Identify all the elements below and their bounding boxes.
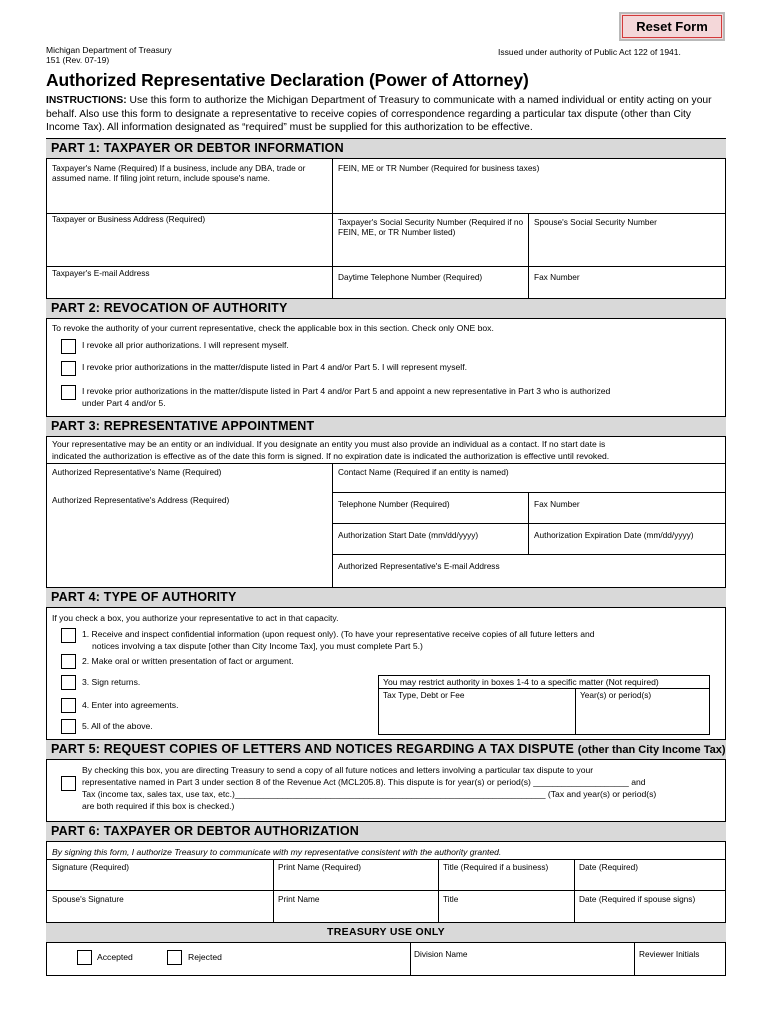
part1-heading: PART 1: TAXPAYER OR DEBTOR INFORMATION [46,138,726,159]
authority-3-checkbox[interactable] [61,675,76,690]
revoke-matter-self-label: I revoke prior authorizations in the matter/dispute listed in Part 4 and/or Part 5. I will represent myself. [82,362,467,372]
signature-field[interactable]: Signature (Required) [52,862,130,872]
years-periods-field[interactable]: Year(s) or period(s) [580,690,652,700]
sign-date-field[interactable]: Date (Required) [579,862,639,872]
accepted-checkbox[interactable] [77,950,92,965]
authority-2-label: 2. Make oral or written presentation of fact or argument. [82,656,294,666]
signer-title-field[interactable]: Title (Required if a business) [443,862,549,872]
form-number: 151 (Rev. 07-19) [46,55,110,65]
authority-note: Issued under authority of Public Act 122 of 1941. [498,47,681,57]
accepted-label: Accepted [97,952,133,962]
authority-1-label: 1. Receive and inspect confidential information (upon request only). (To have your representative receive copies of all future letters and [82,629,595,639]
rep-fax-field[interactable]: Fax Number [534,499,580,509]
authority-1-label-cont: notices involving a tax dispute [other than City Income Tax], you must complete Part 5.) [92,641,423,651]
reviewer-initials-field[interactable]: Reviewer Initials [639,949,700,959]
part2-intro: To revoke the authority of your current representative, check the applicable box in this section. Check only ONE box. [52,323,494,333]
tax-type-field[interactable]: Tax Type, Debt or Fee [383,690,465,700]
authority-4-checkbox[interactable] [61,698,76,713]
contact-name-field[interactable]: Contact Name (Required if an entity is named) [338,467,509,477]
request-copies-checkbox[interactable] [61,776,76,791]
revoke-matter-new-label-cont: under Part 4 and/or 5. [82,398,166,408]
treasury-use-heading: TREASURY USE ONLY [46,922,726,943]
spouse-signature-field[interactable]: Spouse's Signature [52,894,124,904]
part5-heading-text: PART 5: REQUEST COPIES OF LETTERS AND NOTICES REGARDING A TAX DISPUTE [51,742,575,756]
fein-field[interactable]: FEIN, ME or TR Number (Required for business taxes) [338,163,540,173]
revoke-matter-self-checkbox[interactable] [61,361,76,376]
authority-5-label: 5. All of the above. [82,721,153,731]
rep-address-field[interactable]: Authorized Representative's Address (Required) [52,495,230,505]
instructions-lead: INSTRUCTIONS: [46,95,127,106]
authority-3-label: 3. Sign returns. [82,677,141,687]
rep-phone-field[interactable]: Telephone Number (Required) [338,499,450,509]
daytime-phone-field[interactable]: Daytime Telephone Number (Required) [338,272,483,282]
authority-5-checkbox[interactable] [61,719,76,734]
taxpayer-address-field[interactable]: Taxpayer or Business Address (Required) [52,214,206,224]
part5-heading-sub: (other than City Income Tax) [577,744,726,756]
authority-1-checkbox[interactable] [61,628,76,643]
part5-heading [46,739,726,760]
part6-intro: By signing this form, I authorize Treasury to communicate with my representative consistent with the authority granted. [52,847,502,857]
part3-intro-1: Your representative may be an entity or an individual. If you designate an entity you must also provide an individual as a contact. If no start date is [52,439,606,449]
authority-2-checkbox[interactable] [61,654,76,669]
instructions-text: Use this form to authorize the Michigan Department of Treasury to communicate with a named individual or entity acting on your behalf. Also use this form to designate a representative to receive copies of correspondence regarding a particular tax dispute (other than City Income Tax). All information designated as “required” must be supplied for this authorization to be effective. [46,95,712,133]
print-name-field[interactable]: Print Name (Required) [278,862,361,872]
spouse-title-field[interactable]: Title [443,894,459,904]
rep-name-field[interactable]: Authorized Representative's Name (Required) [52,467,222,477]
revoke-matter-new-checkbox[interactable] [61,385,76,400]
revoke-all-checkbox[interactable] [61,339,76,354]
spouse-date-field[interactable]: Date (Required if spouse signs) [579,894,696,904]
agency-name: Michigan Department of Treasury [46,45,172,55]
rejected-checkbox[interactable] [167,950,182,965]
part5-line-3: Tax (income tax, sales tax, use tax, etc.)_________________________________________________________________ (Tax and year(s) or period(s) [82,789,657,799]
taxpayer-email-field[interactable]: Taxpayer's E-mail Address [52,268,150,278]
form-title: Authorized Representative Declaration (Power of Attorney) [46,70,529,90]
revoke-matter-new-label: I revoke prior authorizations in the matter/dispute listed in Part 4 and/or Part 5 and appoint a new representative in Part 3 who is authorized [82,386,611,396]
part4-heading: PART 4: TYPE OF AUTHORITY [46,587,726,608]
auth-expiration-date-field[interactable]: Authorization Expiration Date (mm/dd/yyyy) [534,530,694,540]
part3-heading: PART 3: REPRESENTATIVE APPOINTMENT [46,416,726,437]
auth-start-date-field[interactable]: Authorization Start Date (mm/dd/yyyy) [338,530,479,540]
restrict-note: You may restrict authority in boxes 1-4 to a specific matter (Not required) [383,677,659,687]
part4-intro: If you check a box, you authorize your representative to act in that capacity. [52,613,339,623]
instructions [46,94,726,135]
rejected-label: Rejected [188,952,222,962]
part5-line-4: are both required if this box is checked.) [82,801,235,811]
part6-heading: PART 6: TAXPAYER OR DEBTOR AUTHORIZATION [46,821,726,842]
spouse-ssn-field[interactable]: Spouse's Social Security Number [534,217,657,227]
part2-heading: PART 2: REVOCATION OF AUTHORITY [46,298,726,319]
spouse-print-name-field[interactable]: Print Name [278,894,320,904]
part5-line-2: representative named in Part 3 under section 8 of the Revenue Act (MCL205.8). This dispute is for year(s) or period(s) ____________________ and [82,777,646,787]
division-name-field[interactable]: Division Name [414,949,468,959]
part3-intro-2: indicated the authorization is effective as of the date this form is signed. If no expiration date is indicated the authorization is effective until revoked. [52,451,610,461]
reset-form-button[interactable]: Reset Form [619,12,725,41]
rep-email-field[interactable]: Authorized Representative's E-mail Address [338,561,500,571]
fax-field[interactable]: Fax Number [534,272,580,282]
revoke-all-label: I revoke all prior authorizations. I will represent myself. [82,340,289,350]
part5-line-1: By checking this box, you are directing Treasury to send a copy of all future notices and letters involving a particular tax dispute to your [82,765,594,775]
taxpayer-name-field[interactable]: Taxpayer's Name (Required) If a business, include any DBA, trade or assumed name. If filing joint return, include spouse's name. [52,163,306,183]
taxpayer-ssn-field[interactable]: Taxpayer's Social Security Number (Required if no FEIN, ME, or TR Number listed) [338,217,524,237]
authority-4-label: 4. Enter into agreements. [82,700,179,710]
